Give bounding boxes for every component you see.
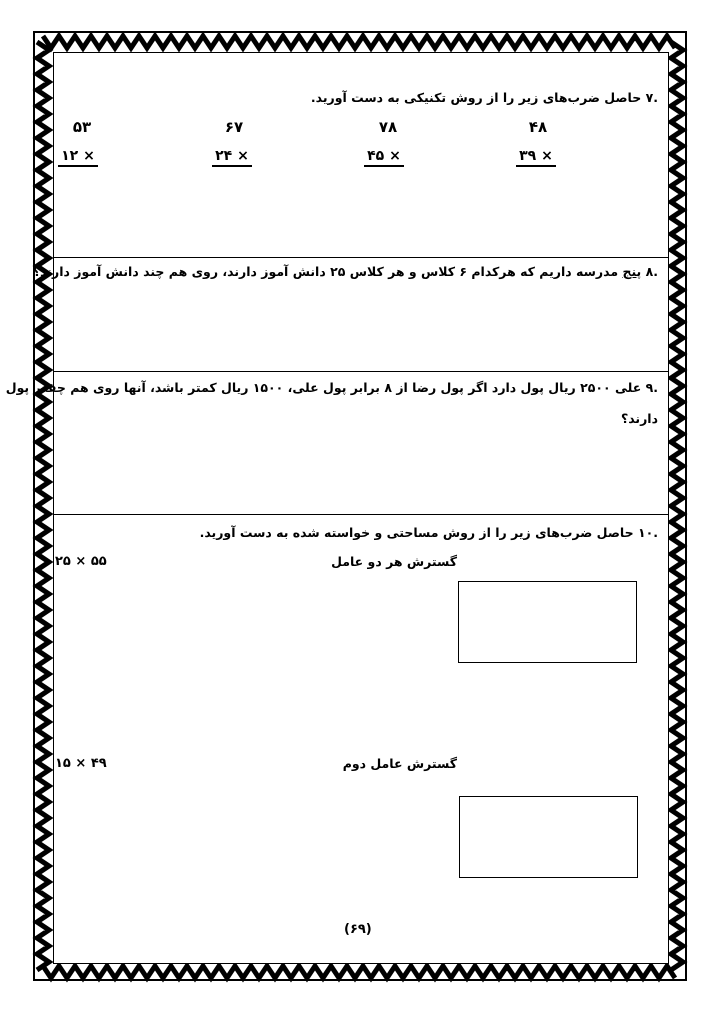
q7-a-bottom: ۳۹ × <box>516 148 556 167</box>
q10-title: .۱۰ حاصل ضرب‌های زیر را از روش مساحتی و خواسته شده به دست آورید. <box>199 525 658 540</box>
q7-c-bottom: ۲۴ × <box>212 148 252 167</box>
q7-d-bottom: ۱۲ × <box>58 148 98 167</box>
q10-part2-expr: ۱۵ × ۴۹ <box>55 756 107 771</box>
q8-text <box>33 264 658 279</box>
q7-d-top: ۵۳ <box>72 118 92 136</box>
section-divider <box>53 371 669 372</box>
q10-part1-expr: ۲۵ × ۵۵ <box>55 554 107 569</box>
q8-number: .۸ <box>641 264 658 279</box>
page-number: (۶۹) <box>344 922 372 937</box>
q8-rest: مدرسه داریم که هرکدام ۶ کلاس و هر کلاس ۲۵ دانش آموز دارند، روی هم چند دانش آموز دارند؟ <box>32 264 623 279</box>
zigzag-line <box>671 42 683 970</box>
section-divider <box>53 514 669 515</box>
q10-part2-label: گسترش عامل دوم <box>342 756 457 771</box>
q9-line2: دارند؟ <box>620 411 658 426</box>
zigzag-line <box>37 42 49 970</box>
q10-part1-label: گسترش هر دو عامل <box>331 554 457 569</box>
q7-title: .۷ حاصل ضرب‌های زیر را از روش تکنیکی به دست آورید. <box>310 90 658 105</box>
q8-underlined-word: پنج <box>622 264 642 279</box>
answer-box-2[interactable] <box>459 796 638 878</box>
zigzag-line <box>43 966 675 978</box>
q7-b-bottom: ۴۵ × <box>364 148 404 167</box>
zigzag-line <box>43 36 675 48</box>
answer-box-1[interactable] <box>458 581 637 663</box>
section-divider <box>53 257 669 258</box>
q7-a-top: ۴۸ <box>528 118 548 136</box>
q9-line1: .۹ علی ۲۵۰۰ ریال پول دارد اگر پول رضا از ۸ برابر پول علی، ۱۵۰۰ ریال کمتر باشد، آنها روی هم چقدر پول <box>5 380 658 395</box>
q7-c-top: ۶۷ <box>224 118 244 136</box>
q7-b-top: ۷۸ <box>378 118 398 136</box>
